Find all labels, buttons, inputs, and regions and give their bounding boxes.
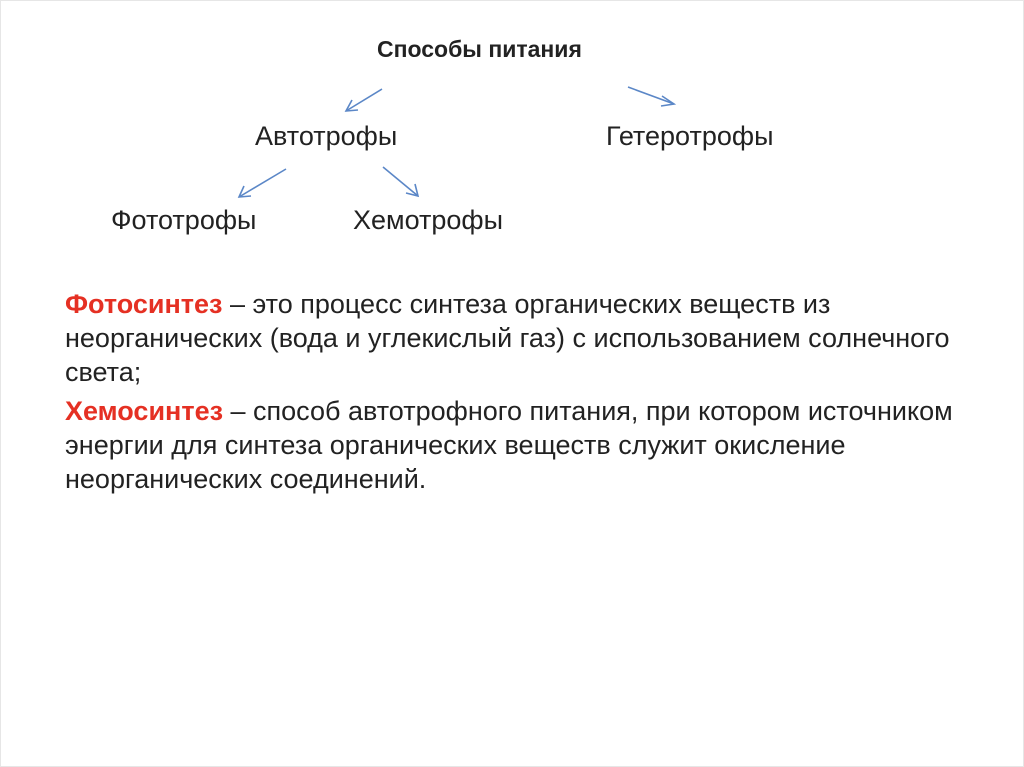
definition-term: Фотосинтез — [65, 289, 223, 319]
diagram-title: Способы питания — [377, 36, 582, 62]
arrow-to-autotrophs — [346, 89, 382, 111]
arrow-to-phototrophs — [239, 169, 286, 197]
definitions-list — [65, 287, 965, 501]
node-phototrophs: Фототрофы — [111, 205, 257, 235]
definition-chemosynthesis — [65, 394, 965, 496]
node-autotrophs: Автотрофы — [255, 121, 398, 151]
arrow-to-chemotrophs — [383, 167, 418, 196]
definition-text: – способ автотрофного питания, при котором источником энергии для синтеза органических веществ служит окисление неорганических соединений. — [65, 396, 953, 494]
definition-text: – это процесс синтеза органических веществ из неорганических (вода и углекислый газ) с использованием солнечного света; — [65, 289, 950, 387]
node-heterotrophs: Гетеротрофы — [606, 121, 774, 151]
definition-photosynthesis — [65, 287, 965, 389]
definition-term: Хемосинтез — [65, 396, 224, 426]
arrow-to-heterotrophs — [628, 87, 674, 106]
node-chemotrophs: Хемотрофы — [353, 205, 504, 235]
